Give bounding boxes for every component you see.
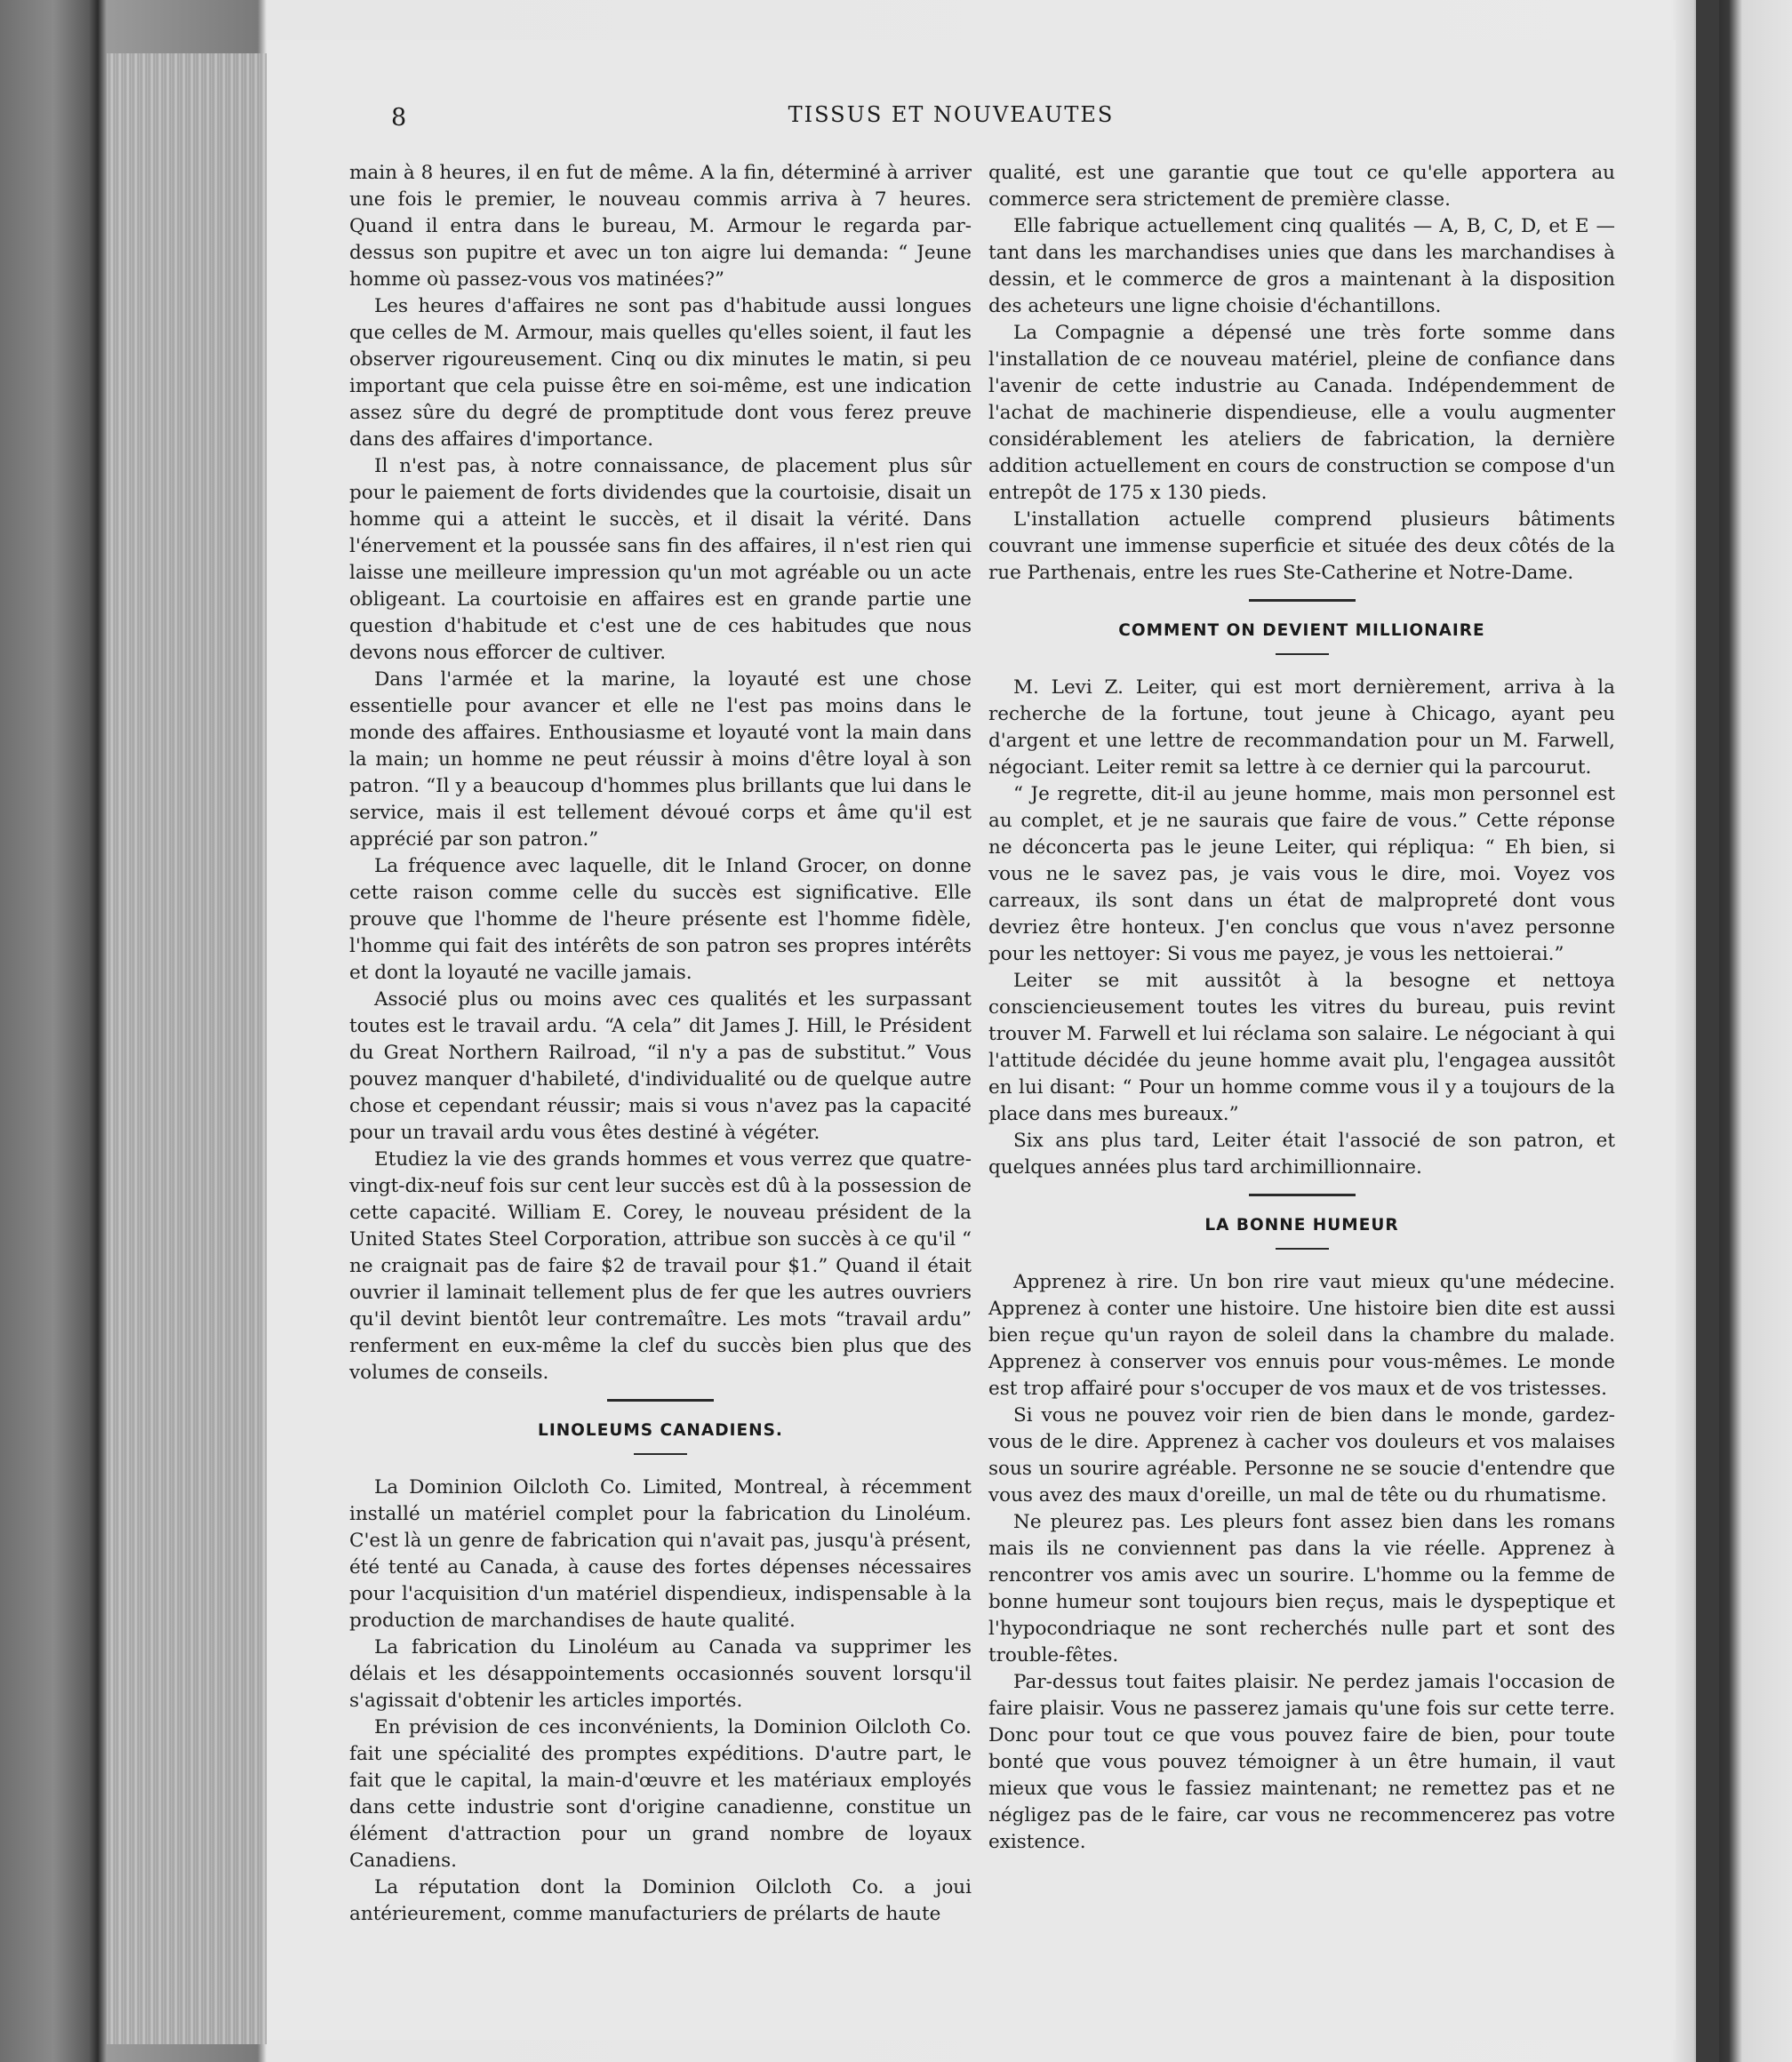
paragraph: La réputation dont la Dominion Oilcloth Co. a joui antérieurement, comme manufacturiers de prélarts de haute <box>349 1876 972 1925</box>
paragraph: Il n'est pas, à notre connaissance, de placement plus sûr pour le paiement de forts dividendes que la courtoisie, disait un homme qui a atteint le succès, et il disait la vérité. Dans l'énervement et la poussée sans fin des affaires, il n'est rien qui laisse une meilleure impression qu'un mot agréable ou un acte obligeant. La courtoisie en affaires est en grande partie une question d'habitude et c'est une de ces habitudes que nous devons nous efforcer de cultiver. <box>349 455 972 664</box>
page-number: 8 <box>391 104 407 132</box>
section-divider <box>1249 599 1356 602</box>
paragraph: Dans l'armée et la marine, la loyauté est une chose essentielle pour avancer et elle ne l'est pas moins dans le monde des affaires. Enthousiasme et loyauté vont la main dans la main; un homme ne peut réussir à moins d'être loyal à son patron. “Il y a beaucoup d'hommes plus brillants que lui dans le service, mais il est tellement dévoué corps et âme qu'il est apprécié par son patron.” <box>349 668 972 851</box>
section-divider <box>607 1399 714 1402</box>
paragraph: main à 8 heures, il en fut de même. A la fin, déterminé à arriver une fois le premier, le nouveau commis arriva à 7 heures. Quand il entra dans le bureau, M. Armour le regarda par-dessus son pupitre et avec un ton aigre lui demanda: “ Jeune homme où passez-vous vos matinées?” <box>349 162 972 291</box>
paragraph: En prévision de ces inconvénients, la Dominion Oilcloth Co. fait une spécialité des promptes expéditions. D'autre part, le fait que le capital, la main-d'œuvre et les matériaux employés dans cette industrie sont d'origine canadienne, constitue un élément d'attraction pour un grand nombre de loyaux Canadiens. <box>349 1716 972 1872</box>
paragraph: Leiter se mit aussitôt à la besogne et nettoya consciencieusement toutes les vitres du bureau, puis revint trouver M. Farwell et lui réclama son salaire. Le négociant à qui l'attitude décidée du jeune homme avait plu, l'engagea aussitôt en lui disant: “ Pour un homme comme vous il y a toujours de la place dans mes bureaux.” <box>988 970 1615 1125</box>
section-divider <box>1276 653 1329 655</box>
paragraph: Etudiez la vie des grands hommes et vous verrez que quatre-vingt-dix-neuf fois sur cent leur succès est dû à la possession de cette capacité. William E. Corey, le nouveau président de la United States Steel Corporation, attribue son succès à ce qu'il “ ne craignait pas de faire $2 de travail pour $1.” Quand il était ouvrier il laminait tellement plus de fer que les autres ouvriers qu'il devint bientôt leur contremaître. Les mots “travail ardu” renferment en eux-même la clef du succès bien plus que des volumes de conseils. <box>349 1148 972 1384</box>
section-title-bonne-humeur: LA BONNE HUMEUR <box>1204 1216 1399 1235</box>
section-divider <box>1249 1194 1356 1196</box>
paragraph: Six ans plus tard, Leiter était l'associé de son patron, et quelques années plus tard archimillionnaire. <box>988 1130 1615 1179</box>
book-page-edges <box>107 53 267 2044</box>
paragraph: La fréquence avec laquelle, dit le Inland Grocer, on donne cette raison comme celle du succès est significative. Elle prouve que l'homme de l'heure présente est l'homme fidèle, l'homme qui fait des intérêts de son patron ses propres intérêts et dont la loyauté ne vacille jamais. <box>349 855 972 984</box>
page-header <box>391 104 1511 157</box>
paragraph: M. Levi Z. Leiter, qui est mort dernièrement, arriva à la recherche de la fortune, tout jeune à Chicago, ayant peu d'argent et une lettre de recommandation pour un M. Farwell, négociant. Leiter remit sa lettre à ce dernier qui la parcourut. <box>988 676 1615 779</box>
paragraph: Ne pleurez pas. Les pleurs font assez bien dans les romans mais ils ne conviennent pas dans la vie réelle. Apprenez à rencontrer vos amis avec un sourire. L'homme ou la femme de bonne humeur sont toujours bien reçus, mais le dyspeptique et l'hypocondriaque ne sont recherchés nulle part et sont des trouble-fêtes. <box>988 1511 1615 1666</box>
document-page <box>267 40 1676 2040</box>
book-binding <box>1696 0 1719 2062</box>
paragraph: Elle fabrique actuellement cinq qualités — A, B, C, D, et E — tant dans les marchandises unies que dans les marchandises à dessin, et le commerce de gros a maintenant à la disposition des acheteurs une ligne choisie d'échantillons. <box>988 215 1615 317</box>
section-divider <box>1276 1248 1329 1250</box>
paragraph: “ Je regrette, dit-il au jeune homme, mais mon personnel est au complet, et je ne saurais que faire de vous.” Cette réponse ne déconcerta pas le jeune Leiter, qui répliqua: “ Eh bien, si vous ne le savez pas, je vais vous le dire, moi. Voyez vos carreaux, ils sont dans un état de malpropreté dont vous devriez être honteux. J'en conclus que vous n'avez personne pour les nettoyer: Si vous me payez, je vous les nettoierai.” <box>988 783 1615 965</box>
paragraph: L'installation actuelle comprend plusieurs bâtiments couvrant une immense superficie et située des deux côtés de la rue Parthenais, entre les rues Ste-Catherine et Notre-Dame. <box>988 508 1615 584</box>
section-divider <box>634 1453 687 1455</box>
paragraph: La Compagnie a dépensé une très forte somme dans l'installation de ce nouveau matériel, pleine de confiance dans l'avenir de cette industrie au Canada. Indépendemment de l'achat de machinerie dispendieuse, elle a voulu augmenter considérablement les ateliers de fabrication, la dernière addition actuellement en cours de construction se compose d'un entrepôt de 175 x 130 pieds. <box>988 322 1615 504</box>
paragraph: qualité, est une garantie que tout ce qu'elle apportera au commerce sera strictement de première classe. <box>988 162 1615 211</box>
paragraph: Apprenez à rire. Un bon rire vaut mieux qu'une médecine. Apprenez à conter une histoire. Une histoire bien dite est aussi bien reçue qu'un rayon de soleil dans la chambre du malade. Apprenez à conserver vos ennuis pour vous-mêmes. Le monde est trop affairé pour s'occuper de vos maux et de vos tristesses. <box>988 1271 1615 1400</box>
running-head: TISSUS ET NOUVEAUTES <box>788 102 1115 127</box>
paragraph: La fabrication du Linoléum au Canada va supprimer les délais et les désappointements occasionnés souvent lorsqu'il s'agissait d'obtenir les articles importés. <box>349 1636 972 1712</box>
paragraph: Par-dessus tout faites plaisir. Ne perdez jamais l'occasion de faire plaisir. Vous ne passerez jamais qu'une fois sur cette terre. Donc pour tout ce que vous pouvez faire de bien, pour toute bonté que vous pouvez témoigner à un être humain, il vaut mieux que vous le fassiez maintenant; ne remettez pas et ne négligez pas de le faire, car vous ne recommencerez pas votre existence. <box>988 1671 1615 1853</box>
section-title-millionaire: COMMENT ON DEVIENT MILLIONAIRE <box>1118 621 1485 640</box>
paragraph: Associé plus ou moins avec ces qualités et les surpassant toutes est le travail ardu. “A cela” dit James J. Hill, le Président du Great Northern Railroad, “il n'y a pas de substitut.” Vous pouvez manquer d'habileté, d'individualité ou de quelque autre chose et cependant réussir; mais si vous n'avez pas la capacité pour un travail ardu vous êtes destiné à végéter. <box>349 988 972 1144</box>
paragraph: Les heures d'affaires ne sont pas d'habitude aussi longues que celles de M. Armour, mais quelles qu'elles soient, il faut les observer rigoureusement. Cinq ou dix minutes le matin, si peu important que cela puisse être en soi-même, est une indication assez sûre du degré de promptitude dont vous ferez preuve dans des affaires d'importance. <box>349 295 972 451</box>
paragraph: Si vous ne pouvez voir rien de bien dans le monde, gardez-vous de le dire. Apprenez à cacher vos douleurs et vos malaises sous un sourire agréable. Personne ne se soucie d'entendre que vous avez des maux d'oreille, un mal de tête ou du rhumatisme. <box>988 1404 1615 1507</box>
right-column <box>988 160 1615 1856</box>
section-title-linoleums: LINOLEUMS CANADIENS. <box>538 1421 783 1440</box>
left-column <box>349 160 972 1928</box>
paragraph: La Dominion Oilcloth Co. Limited, Montreal, à récemment installé un matériel complet pour la fabrication du Linoléum. C'est là un genre de fabrication qui n'avait pas, jusqu'à présent, été tenté au Canada, à cause des fortes dépenses nécessaires pour l'acquisition d'un matériel dispendieux, indispensable à la production de marchandises de haute qualité. <box>349 1476 972 1632</box>
